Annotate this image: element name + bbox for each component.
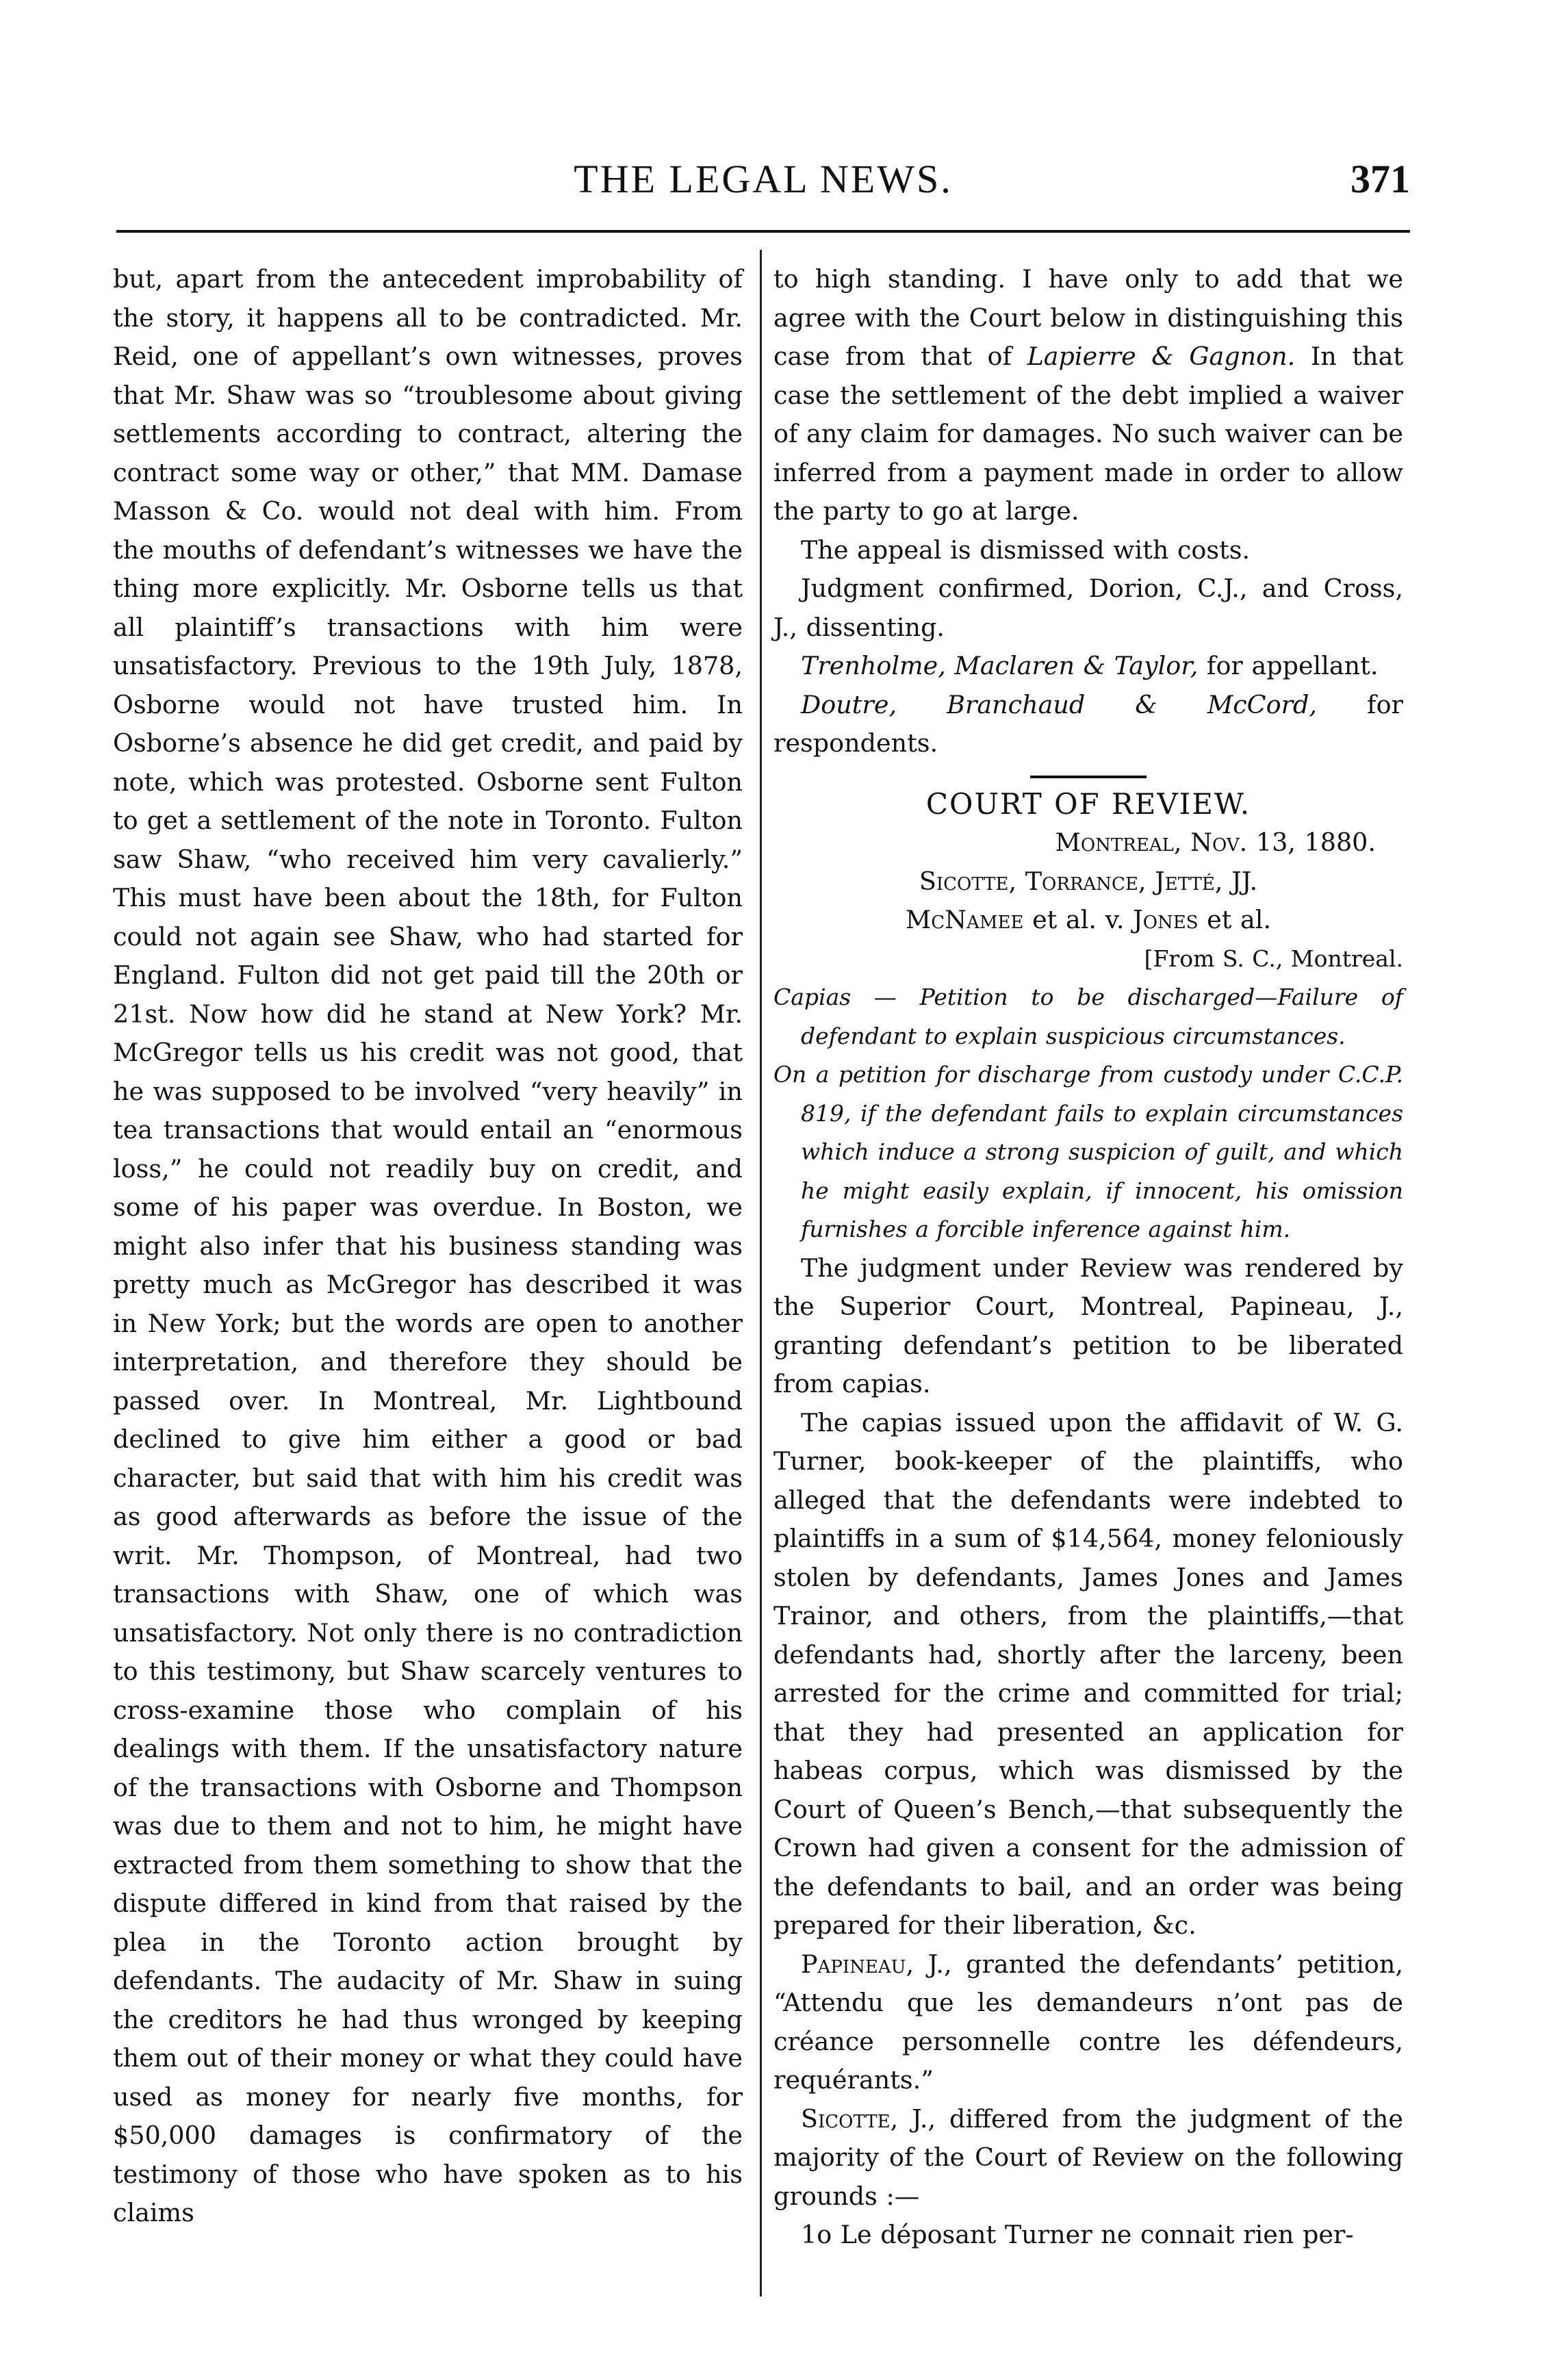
counsel-appellant-names: Trenholme, Maclaren & Taylor, <box>801 651 1199 680</box>
sicotte-text: , J., differed from the judgment of the majority of the Court of Review on the following grounds :— <box>773 2103 1403 2211</box>
place-date: Montreal, Nov. 13, 1880. <box>1055 828 1376 857</box>
court-title: COURT OF REVIEW. <box>925 786 1251 821</box>
counsel-respondent-role: for respondents. <box>773 689 1403 758</box>
case-title <box>773 901 1403 940</box>
judges: Sicotte, Torrance, Jetté, JJ. <box>919 866 1258 896</box>
case-party-b: Jones <box>1133 905 1199 934</box>
case-connector-b: et al. <box>1198 905 1272 934</box>
journal-title: THE LEGAL NEWS. <box>574 157 953 201</box>
left-column-text: but, apart from the antecedent improbability of the story, it happens all to be contradicted. Mr. Reid, one of appellant’s own witnesses, proves that Mr. Shaw was so “troublesome about giving settlements according to contract, altering the contract some way or other,” that MM. Damase Masson & Co. would not deal with him. From the mouths of defendant’s witnesses we have the thing more explicitly. Mr. Osborne tells us that all plaintiff’s transactions with him were unsatisfactory. Previous to the 19th July, 1878, Osborne would not have trusted him. In Osborne’s absence he did get credit, and paid by note, which was protested. Osborne sent Fulton to get a settlement of the note in Toronto. Fulton saw Shaw, “who received him very cavalierly.” This must have been about the 18th, for Fulton could not again see Shaw, who had started for England. Fulton did not get paid till the 20th or 21st. Now how did he stand at New York? Mr. McGregor tells us his credit was not good, that he was supposed to be involved “very heavily” in tea transactions that would entail an “enormous loss,” he could not readily buy on credit, and some of his paper was overdue. In Boston, we might also infer that his business standing was pretty much as McGregor has described it was in New York; but the words are open to another interpretation, and therefore they should be passed over. In Montreal, Mr. Lightbound declined to give him either a good or bad character, but said that with him his credit was as good afterwards as before the issue of the writ. Mr. Thompson, of Montreal, had two transactions with Shaw, one of which was unsatisfactory. Not only there is no contradiction to this testimony, but Shaw scarcely ventures to cross-examine those who complain of his dealings with them. If the unsatisfactory nature of the transactions with Osborne and Thompson was due to them and not to him, he might have extracted from them something to show that the dispute differed in kind from that raised by the plea in the Toronto action brought by defendants. The audacity of Mr. Shaw in suing the creditors he had thus wronged by keeping them out of their money or what they could have used as money for nearly five months, for $50,000 damages is confirmatory of the testimony of those who have spoken as to his claims <box>113 264 743 2227</box>
papineau-text: , J., granted the defendants’ petition, “Attendu que les demandeurs n’ont pas de créance personnelle contre les défendeurs, requérants.” <box>773 1949 1403 2095</box>
right-column <box>773 260 1403 2255</box>
judge-name-sicotte: Sicotte <box>801 2103 891 2134</box>
source-note: [From S. C., Montreal. <box>1144 945 1403 972</box>
opening-text-a: to high standing. I have only to add that we agree with the Court below in distinguishing this case from that of <box>773 264 1403 371</box>
case-party-a: McNamee <box>905 905 1024 934</box>
paragraph-papineau <box>773 1945 1403 2100</box>
paragraph-capias: The capias issued upon the affidavit of W. G. Turner, book-keeper of the plaintiffs, who alleged that the defendants were indebted to plaintiffs in a sum of $14,564, money feloniously stolen by defendants, James Jones and James Trainor, and others, from the plaintiffs,—that defendants had, shortly after the larceny, been arrested for the crime and committed for trial; that they had presented an application for habeas corpus, which was dismissed by the Court of Queen’s Bench,—that subsequently the Crown had given a consent for the admission of the defendants to bail, and an order was being prepared for their liberation, &c. <box>773 1407 1403 1940</box>
headnote-subject: Capias — Petition to be discharged—Failure of defendant to explain suspicious circumstances. <box>773 984 1403 1049</box>
cited-case-name: Lapierre & Gagnon. <box>1027 342 1296 371</box>
counsel-respondent <box>773 686 1403 763</box>
section-rule <box>1030 776 1147 778</box>
counsel-respondent-names: Doutre, Branchaud & McCord, <box>801 689 1317 719</box>
paragraph-judgment: The judgment under Review was rendered by the Superior Court, Montreal, Papineau, J., granting defendant’s petition to be liberated from capias. <box>773 1253 1403 1398</box>
counsel-appellant-role: for appellant. <box>1198 651 1379 680</box>
judge-name-papineau: Papineau <box>801 1949 906 1979</box>
paragraph-sicotte <box>773 2100 1403 2216</box>
page-number: 371 <box>1350 157 1410 201</box>
left-column <box>113 260 743 2233</box>
opening-text-b: In that case the settlement of the debt implied a waiver of any claim for damages. No such waiver can be inferred from a payment made in order to allow the party to go at large. <box>773 342 1403 526</box>
last-line: 1o Le déposant Turner ne connait rien per- <box>801 2220 1354 2249</box>
opening-paragraph <box>773 260 1403 531</box>
counsel-appellant <box>773 647 1403 686</box>
column-divider <box>760 250 762 2296</box>
case-connector-a: et al. v. <box>1023 905 1134 934</box>
header-rule <box>116 230 1410 233</box>
judgment-confirmed: Judgment confirmed, Dorion, C.J., and Cross, J., dissenting. <box>773 574 1403 642</box>
running-head <box>116 156 1410 211</box>
headnote-rule: On a petition for discharge from custody under C.C.P. 819, if the defendant fails to explain circumstances which induce a strong suspicion of guilt, and which he might easily explain, if innocent, his omission furnishes a forcible inference against him. <box>773 1061 1403 1242</box>
appeal-dismissed: The appeal is dismissed with costs. <box>801 535 1251 565</box>
